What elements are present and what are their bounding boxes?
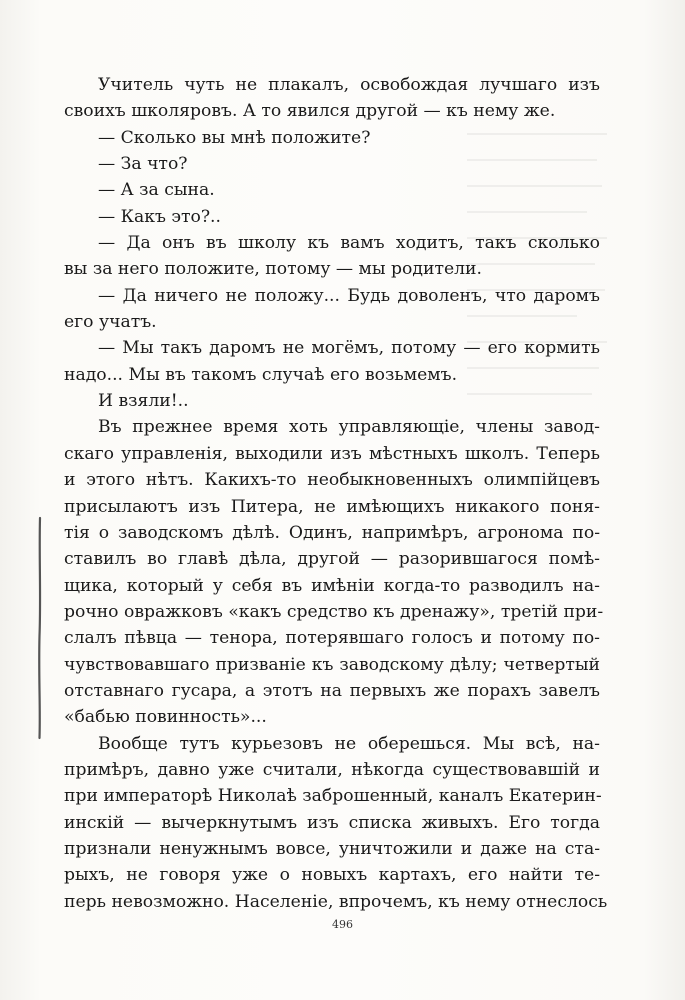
text-line: щика, который у себя въ имѣніи когда-то разводилъ на-: [64, 575, 600, 596]
text-line: — Сколько вы мнѣ положите?: [98, 127, 371, 148]
text-line: чувствовавшаго призваніе къ заводскому дѣлу; четвертый: [64, 654, 600, 675]
body-text: [64, 72, 608, 915]
text-line: своихъ школяровъ. А то явился другой — къ нему же.: [64, 101, 556, 122]
text-line: рочно овражковъ «какъ средство къ дренажу», третій при-: [64, 601, 604, 622]
text-line: признали ненужнымъ вовсе, уничтожили и даже на ста-: [64, 838, 600, 859]
text-line: инскій — вычеркнутымъ изъ списка живыхъ. Его тогда: [64, 812, 600, 833]
text-line: перь невозможно. Населеніе, впрочемъ, къ нему отнеслось: [64, 891, 608, 912]
text-line: отставнаго гусара, а этотъ на первыхъ же порахъ завелъ: [64, 680, 600, 701]
text-line: Учитель чуть не плакалъ, освобождая лучшаго изъ: [98, 75, 600, 95]
page-number: 496: [332, 918, 353, 931]
text-line: скаго управленія, выходили изъ мѣстныхъ школъ. Теперь: [64, 443, 600, 464]
text-line: и этого нѣтъ. Какихъ-то необыкновенныхъ олимпійцевъ: [64, 470, 600, 491]
text-line: слалъ пѣвца — тенора, потерявшаго голосъ и потому по-: [64, 628, 600, 649]
text-line: надо... Мы въ такомъ случаѣ его возьмемъ.: [64, 364, 458, 385]
pencil-margin-mark: [37, 516, 43, 740]
text-line: — Да ничего не положу... Будь доволенъ, что даромъ: [98, 285, 600, 306]
text-line: ставилъ во главѣ дѣла, другой — разорившагося помѣ-: [64, 549, 600, 570]
text-line: примѣръ, давно уже считали, нѣкогда существовавшій и: [64, 759, 600, 780]
text-line: «бабью повинность»...: [64, 707, 267, 728]
text-line: вы за него положите, потому — мы родители.: [64, 259, 482, 280]
text-line: — Какъ это?..: [98, 206, 221, 227]
text-line: И взяли!..: [98, 391, 189, 412]
text-line: — А за сына.: [98, 180, 215, 201]
text-line: тія о заводскомъ дѣлѣ. Одинъ, напримѣръ, агронома по-: [64, 522, 600, 543]
text-line: его учатъ.: [64, 312, 157, 333]
text-line: — Да онъ въ школу къ вамъ ходитъ, такъ сколько: [98, 233, 600, 254]
text-line: Вообще тутъ курьезовъ не оберешься. Мы всѣ, на-: [98, 733, 600, 754]
text-line: — За что?: [98, 154, 188, 175]
text-line: присылаютъ изъ Питера, не имѣющихъ никакого поня-: [64, 496, 600, 517]
text-line: при императорѣ Николаѣ заброшенный, каналъ Екатерин-: [64, 786, 602, 807]
text-line: рыхъ, не говоря уже о новыхъ картахъ, его найти те-: [64, 865, 600, 886]
text-line: — Мы такъ даромъ не могёмъ, потому — его кормить: [98, 338, 600, 359]
text-line: Въ прежнее время хоть управляющіе, члены завод-: [98, 417, 600, 438]
